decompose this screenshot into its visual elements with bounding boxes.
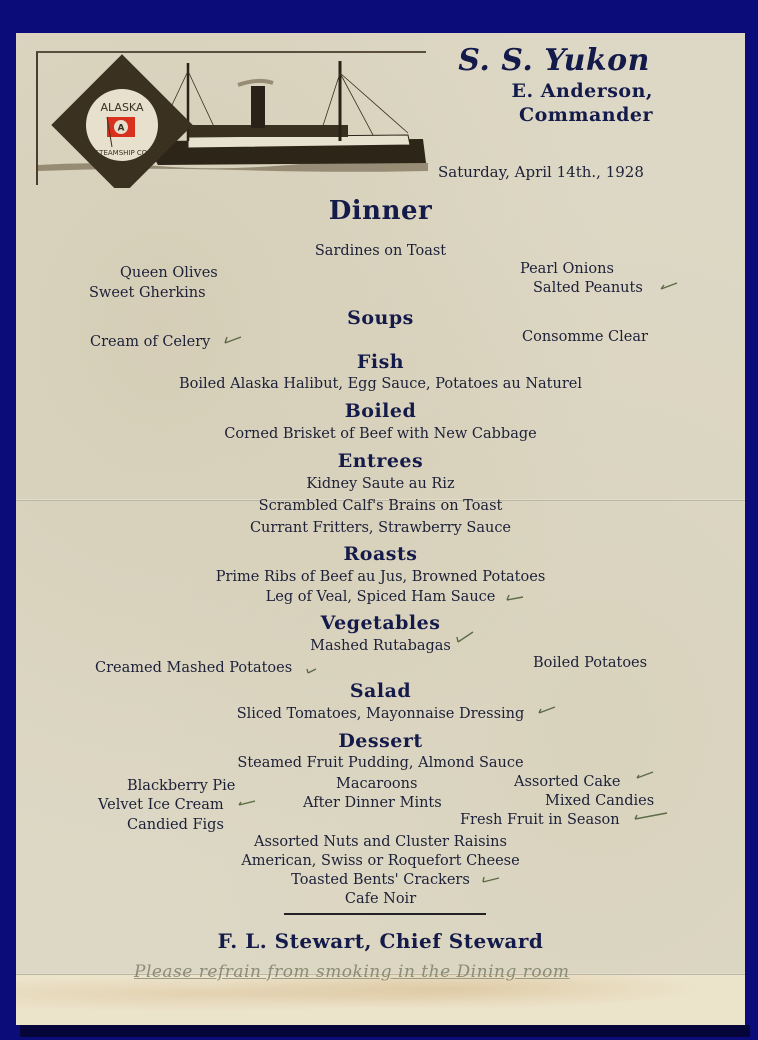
section-heading-soups: Soups — [347, 307, 414, 329]
soup-item: Cream of Celery — [90, 334, 211, 350]
svg-text:A: A — [117, 123, 125, 134]
menu-item: Boiled Alaska Halibut, Egg Sauce, Potatoes au Naturel — [179, 376, 582, 392]
relish-item: Salted Peanuts — [533, 280, 643, 296]
menu-item: Corned Brisket of Beef with New Cabbage — [224, 426, 537, 442]
section-heading-dessert: Dessert — [338, 730, 423, 752]
menu-card — [16, 33, 745, 1025]
pencil-check-icon — [238, 799, 256, 807]
ship-header — [458, 43, 653, 127]
commander-name: E. Anderson, — [511, 80, 653, 102]
section-heading-vegetables: Vegetables — [320, 612, 441, 634]
menu-item: Cafe Noir — [344, 891, 417, 907]
pencil-check-icon — [224, 336, 242, 344]
vegetable-item: Creamed Mashed Potatoes — [95, 660, 293, 676]
ship-illustration — [36, 51, 426, 185]
menu-item: Toasted Bents' Crackers — [291, 872, 470, 888]
section-heading-boiled: Boiled — [344, 400, 417, 422]
dessert-item: Velvet Ice Cream — [98, 797, 224, 813]
dessert-item: Blackberry Pie — [127, 778, 236, 794]
pencil-check-icon — [456, 631, 474, 643]
section-heading-salad: Salad — [349, 680, 412, 702]
pencil-check-icon — [538, 706, 556, 714]
pencil-check-icon — [634, 812, 668, 820]
menu-item: Kidney Saute au Riz — [306, 476, 455, 492]
menu-date: Saturday, April 14th., 1928 — [438, 163, 644, 181]
divider-rule — [284, 913, 486, 915]
commander-title: Commander — [518, 104, 653, 126]
menu-item: Scrambled Calf's Brains on Toast — [258, 498, 503, 514]
appetizer: Sardines on Toast — [314, 243, 447, 259]
ship-name: S. S. Yukon — [458, 43, 650, 78]
steamship-icon — [38, 53, 428, 188]
dessert-item: Fresh Fruit in Season — [460, 812, 620, 828]
pencil-check-icon — [660, 282, 678, 290]
vegetable-item: Boiled Potatoes — [533, 655, 648, 671]
svg-text:ALASKA: ALASKA — [100, 101, 144, 114]
chief-steward: F. L. Stewart, Chief Steward — [217, 929, 544, 953]
menu-item: Mashed Rutabagas — [310, 638, 451, 654]
dessert-item: Assorted Cake — [514, 774, 621, 790]
menu-title: Dinner — [328, 196, 433, 226]
dessert-item: Candied Figs — [127, 817, 224, 833]
section-heading-fish: Fish — [356, 351, 405, 373]
section-heading-entrees: Entrees — [337, 450, 424, 472]
pencil-check-icon — [482, 875, 500, 883]
pencil-check-icon — [636, 771, 654, 779]
soup-item: Consomme Clear — [522, 329, 648, 345]
pencil-check-icon — [306, 666, 324, 674]
dessert-item: After Dinner Mints — [303, 795, 442, 811]
no-smoking-notice: Please refrain from smoking in the Dining room — [134, 962, 570, 982]
relish-item: Sweet Gherkins — [89, 285, 206, 301]
menu-item: Prime Ribs of Beef au Jus, Browned Potatoes — [215, 569, 546, 585]
pencil-check-icon — [506, 593, 524, 601]
dessert-item: Mixed Candies — [545, 793, 655, 809]
svg-text:STEAMSHIP CO.: STEAMSHIP CO. — [94, 149, 150, 157]
relish-item: Queen Olives — [120, 265, 218, 281]
menu-item: Assorted Nuts and Cluster Raisins — [254, 834, 507, 850]
menu-item: American, Swiss or Roquefort Cheese — [241, 853, 520, 869]
relish-item: Pearl Onions — [520, 261, 614, 277]
menu-item: Steamed Fruit Pudding, Almond Sauce — [237, 755, 524, 771]
menu-item: Sliced Tomatoes, Mayonnaise Dressing — [236, 706, 525, 722]
menu-item: Leg of Veal, Spiced Ham Sauce — [265, 589, 496, 605]
dessert-item: Macaroons — [336, 776, 418, 792]
section-heading-roasts: Roasts — [343, 543, 418, 565]
menu-item: Currant Fritters, Strawberry Sauce — [249, 520, 512, 536]
paper-shadow — [20, 1025, 750, 1037]
